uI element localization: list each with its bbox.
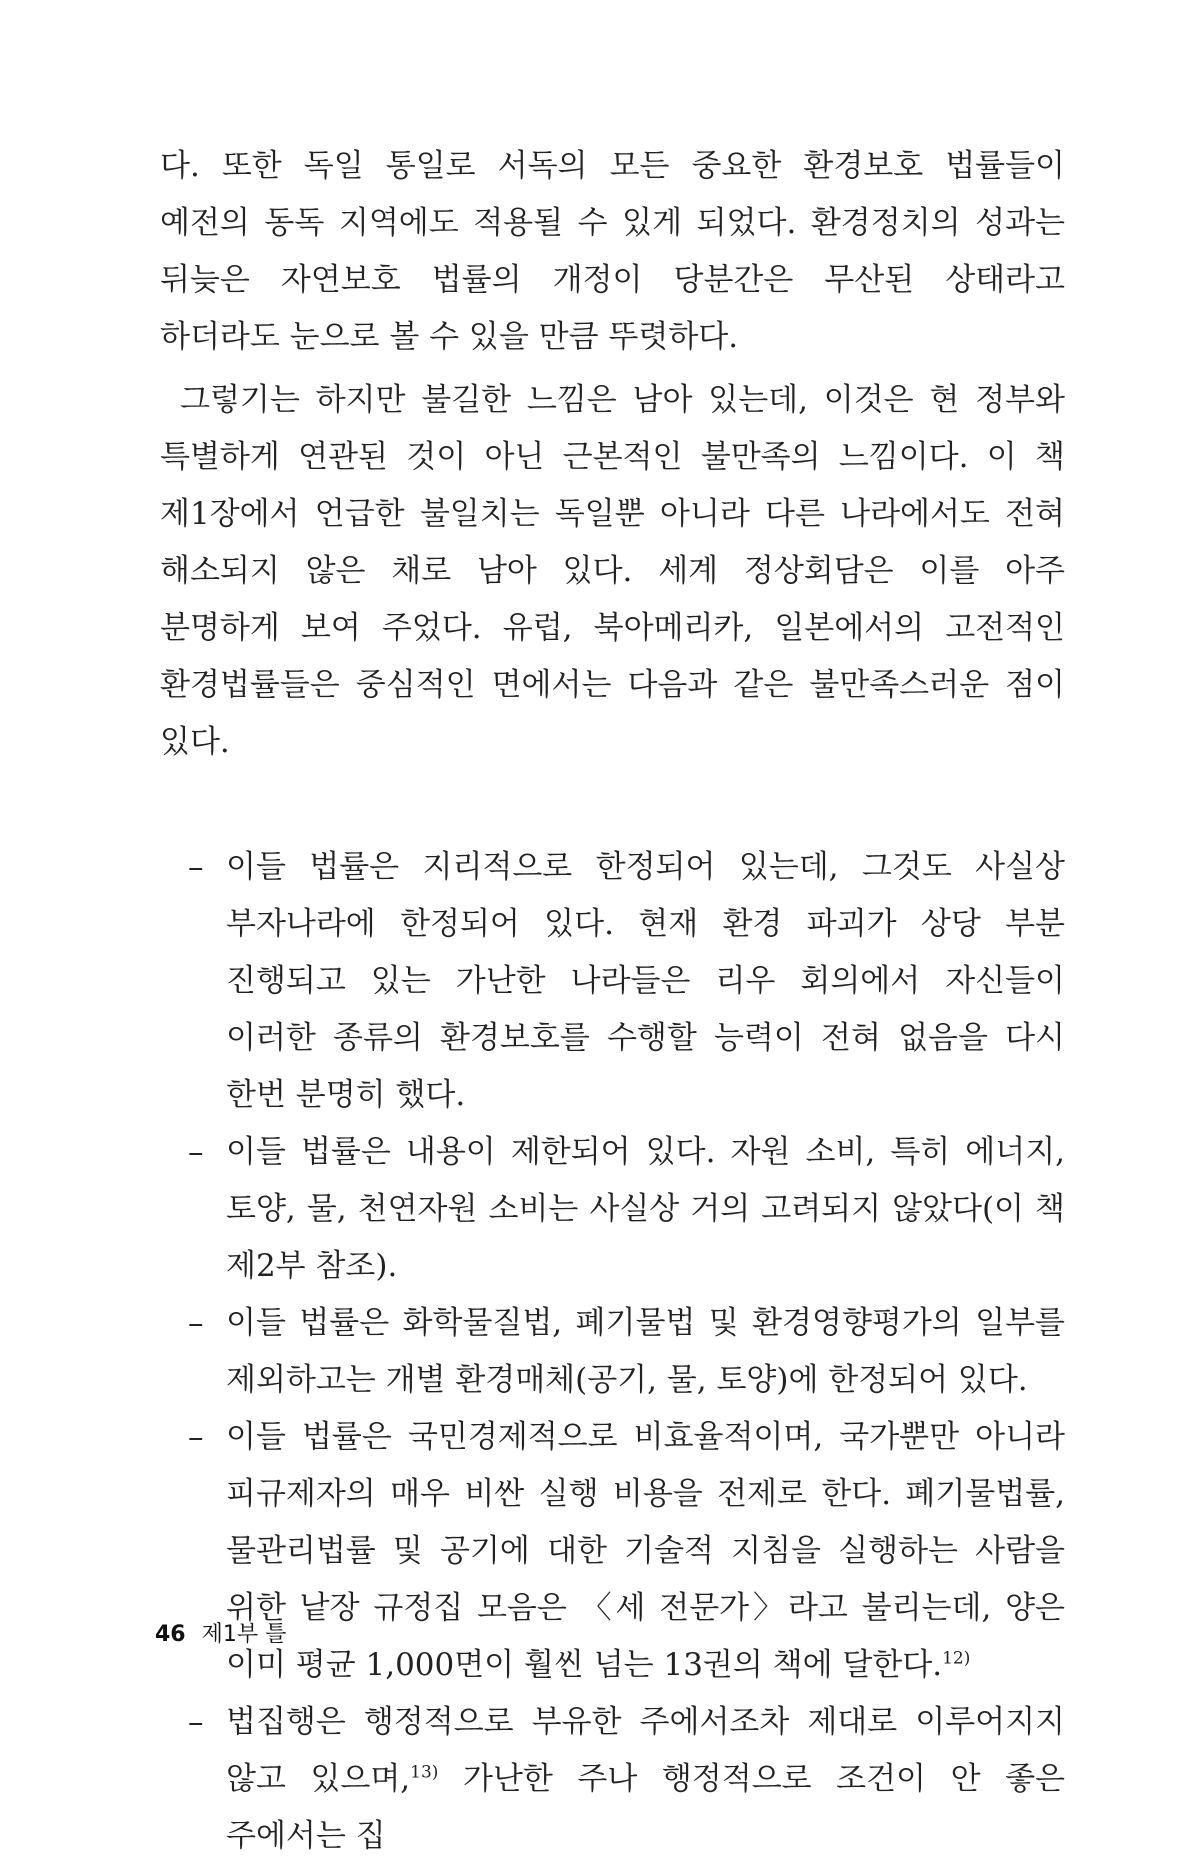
- bullet-text: 이들 법률은 국민경제적으로 비효율적이며, 국가뿐만 아니라 피규제자의 매우 비싼 실행 비용을 전제로 한다. 폐기물법률, 물관리법률 및 공기에 대한 기술적 지침을 실행하는 사람을 위한 낱장 규정집 모음은 〈세 전문가〉라고 불리는데, 양은 이미 평균 1,000면이 훨씬 넘는 13권의 책에 달한다.: [226, 1419, 1065, 1683]
- dash-marker: –: [188, 1419, 204, 1455]
- bullet-item-content: [188, 1124, 1065, 1295]
- bullet-text: 이들 법률은 화학물질법, 폐기물법 및 환경영향평가의 일부를 제외하고는 개별 환경매체(공기, 물, 토양)에 한정되어 있다.: [226, 1305, 1065, 1398]
- body-text: [160, 138, 1065, 1865]
- bullet-item-geographic: [188, 839, 1065, 1124]
- bullet-text-continued: 가난한 주나 행정적으로 조건이 안 좋은 주에서는 집: [226, 1761, 1065, 1854]
- bullet-text: 이들 법률은 내용이 제한되어 있다. 자원 소비, 특히 에너지, 토양, 물, 천연자원 소비는 사실상 거의 고려되지 않았다(이 책 제2부 참조).: [226, 1134, 1065, 1284]
- dash-marker: –: [188, 1305, 204, 1341]
- footnote-marker[interactable]: 13): [410, 1762, 439, 1783]
- dash-marker: –: [188, 1134, 204, 1170]
- bullet-item-enforcement: [188, 1694, 1065, 1865]
- bullet-list: [160, 839, 1065, 1865]
- paragraph-dissatisfaction: 그렇기는 하지만 불길한 느낌은 남아 있는데, 이것은 현 정부와 특별하게 연관된 것이 아닌 근본적인 불만족의 느낌이다. 이 책 제1장에서 언급한 불일치는 독일뿐 아니라 다른 나라에서도 전혀 해소되지 않은 채로 남아 있다. 세계 정상회담은 이를 아주 분명하게 보여 주었다. 유럽, 북아메리카, 일본에서의 고전적인 환경법률들은 중심적인 면에서는 다음과 같은 불만족스러운 점이 있다.: [160, 382, 1065, 760]
- section-title: 제1부 틀: [201, 1622, 287, 1647]
- paragraph-continuation: 다. 또한 독일 통일로 서독의 모든 중요한 환경보호 법률들이 예전의 동독 지역에도 적용될 수 있게 되었다. 환경정치의 성과는 뒤늦은 자연보호 법률의 개정이 당분간은 무산된 상태라고 하더라도 눈으로 볼 수 있을 만큼 뚜렷하다.: [160, 148, 1065, 355]
- dash-marker: –: [188, 849, 204, 885]
- bullet-text: 법집행은 행정적으로 부유한 주에서조차 제대로 이루어지지 않고 있으며,: [226, 1704, 1065, 1797]
- dash-marker: –: [188, 1704, 204, 1740]
- bullet-item-inefficient: [188, 1409, 1065, 1694]
- footnote-marker[interactable]: 12): [942, 1648, 971, 1669]
- bullet-text: 이들 법률은 지리적으로 한정되어 있는데, 그것도 사실상 부자나라에 한정되어 있다. 현재 환경 파괴가 상당 부분 진행되고 있는 가난한 나라들은 리우 회의에서 자신들이 이러한 종류의 환경보호를 수행할 능력이 전혀 없음을 다시 한번 분명히 했다.: [226, 849, 1065, 1113]
- bullet-item-media: [188, 1295, 1065, 1409]
- page-number: 46: [155, 1622, 186, 1647]
- page-footer: [155, 1617, 286, 1648]
